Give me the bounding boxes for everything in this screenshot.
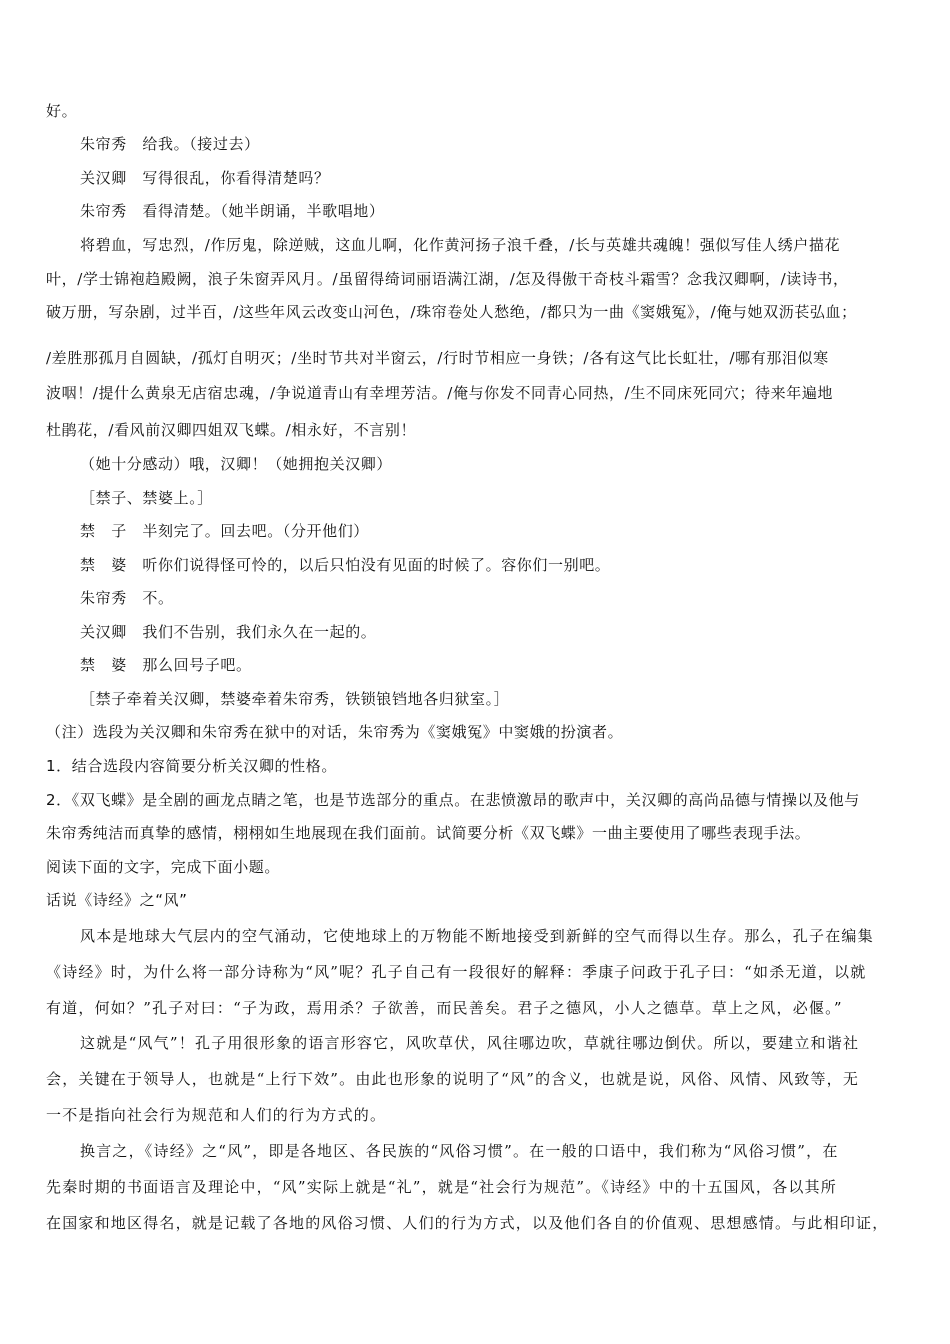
essay-line: 一不是指向社会行为规范和人们的行为方式的。 [46, 1106, 387, 1124]
essay-line: 《诗经》时，为什么将一部分诗称为“风”呢？孔子自己有一段很好的解释：季康子问政于孔子曰：“如杀无道，以就 [46, 963, 867, 981]
essay-line: 在国家和地区得名，就是记载了各地的风俗习惯、人们的行为方式，以及他们各自的价值观、思想感情。与此相印证， [46, 1214, 889, 1232]
script-line: ［禁子、禁婆上。］ [80, 489, 213, 507]
script-line: 叶，/学士锦袍趋殿阙，浪子朱窗弄风月。/虽留得绮词丽语满江湖，/怎及得傲干奇枝斗霜雪？念我汉卿啊，/读诗书， [46, 270, 849, 288]
script-line: 朱帘秀 不。 [80, 589, 174, 607]
essay-title: 话说《诗经》之“风” [46, 891, 188, 909]
script-line: 朱帘秀 看得清楚。（她半朗诵，半歌唱地） [80, 202, 385, 220]
essay-line: 先秦时期的书面语言及理论中，“风”实际上就是“礼”，就是“社会行为规范”。《诗经》中的十五国风，各以其所 [46, 1178, 837, 1196]
script-line: 禁 婆 听你们说得怪可怜的，以后只怕没有见面的时候了。容你们一别吧。 [80, 556, 611, 574]
script-line: 禁 子 半刻完了。回去吧。（分开他们） [80, 522, 369, 540]
script-line: ［禁子牵着关汉卿，禁婆牵着朱帘秀，铁锁锒铛地各归狱室。］ [80, 690, 510, 708]
question-1: 1．结合选段内容简要分析关汉卿的性格。 [46, 757, 337, 775]
script-line: 波咽！/提什么黄泉无店宿忠魂，/争说道青山有幸埋芳洁。/俺与你发不同青心同热，/生不同床死同穴；待来年遍地 [46, 384, 834, 402]
essay-line: 这就是“风气”！孔子用很形象的语言形容它，风吹草伏，风往哪边吹，草就往哪边倒伏。所以，要建立和谐社 [80, 1034, 860, 1052]
script-line: 朱帘秀 给我。（接过去） [80, 135, 260, 153]
essay-line: 换言之，《诗经》之“风”，即是各地区、各民族的“风俗习惯”。在一般的口语中，我们称为“风俗习惯”，在 [80, 1142, 839, 1160]
script-line: 好。 [46, 102, 78, 120]
script-line: （她十分感动）哦，汉卿！（她拥抱关汉卿） [80, 455, 393, 473]
script-line: 禁 婆 那么回号子吧。 [80, 656, 252, 674]
note: （注）选段为关汉卿和朱帘秀在狱中的对话，朱帘秀为《窦娥冤》中窦娥的扮演者。 [46, 723, 624, 741]
essay-line: 会，关键在于领导人，也就是“上行下效”。由此也形象的说明了“风”的含义，也就是说，风俗、风情、风致等，无 [46, 1070, 860, 1088]
reading-instruction: 阅读下面的文字，完成下面小题。 [46, 858, 281, 876]
script-line: 关汉卿 我们不告别，我们永久在一起的。 [80, 623, 377, 641]
script-line: 将碧血，写忠烈，/作厉鬼，除逆贼，这血儿啊，化作黄河扬子浪千叠，/长与英雄共魂魄！强似写佳人绣户描花 [80, 236, 841, 254]
essay-line: 有道，何如？”孔子对曰：“子为政，焉用杀？子欲善，而民善矣。君子之德风，小人之德草。草上之风，必偃。” [46, 999, 843, 1017]
script-line: 杜鹃花，/看风前汉卿四姐双飞蝶。/相永好，不言别！ [46, 421, 417, 439]
question-2: 2．《双飞蝶》是全剧的画龙点睛之笔，也是节选部分的重点。在悲愤激昂的歌声中，关汉卿的高尚品德与情操以及他与 [46, 791, 860, 809]
script-line: 关汉卿 写得很乱，你看得清楚吗？ [80, 169, 330, 187]
question-2-continued: 朱帘秀纯洁而真挚的感情，栩栩如生地展现在我们面前。试简要分析《双飞蝶》一曲主要使用了哪些表现手法。 [46, 824, 811, 842]
essay-line: 风本是地球大气层内的空气涌动，它使地球上的万物能不断地接受到新鲜的空气而得以生存。那么，孔子在编集 [80, 927, 874, 945]
script-line: /差胜那孤月自圆缺，/孤灯自明灭；/坐时节共对半窗云，/行时节相应一身铁；/各有这气比长虹壮，/哪有那泪似寒 [46, 349, 829, 367]
script-line: 破万册，写杂剧，过半百，/这些年风云改变山河色，/珠帘卷处人愁绝，/都只为一曲《窦娥冤》，/俺与她双沥苌弘血； [46, 303, 857, 321]
